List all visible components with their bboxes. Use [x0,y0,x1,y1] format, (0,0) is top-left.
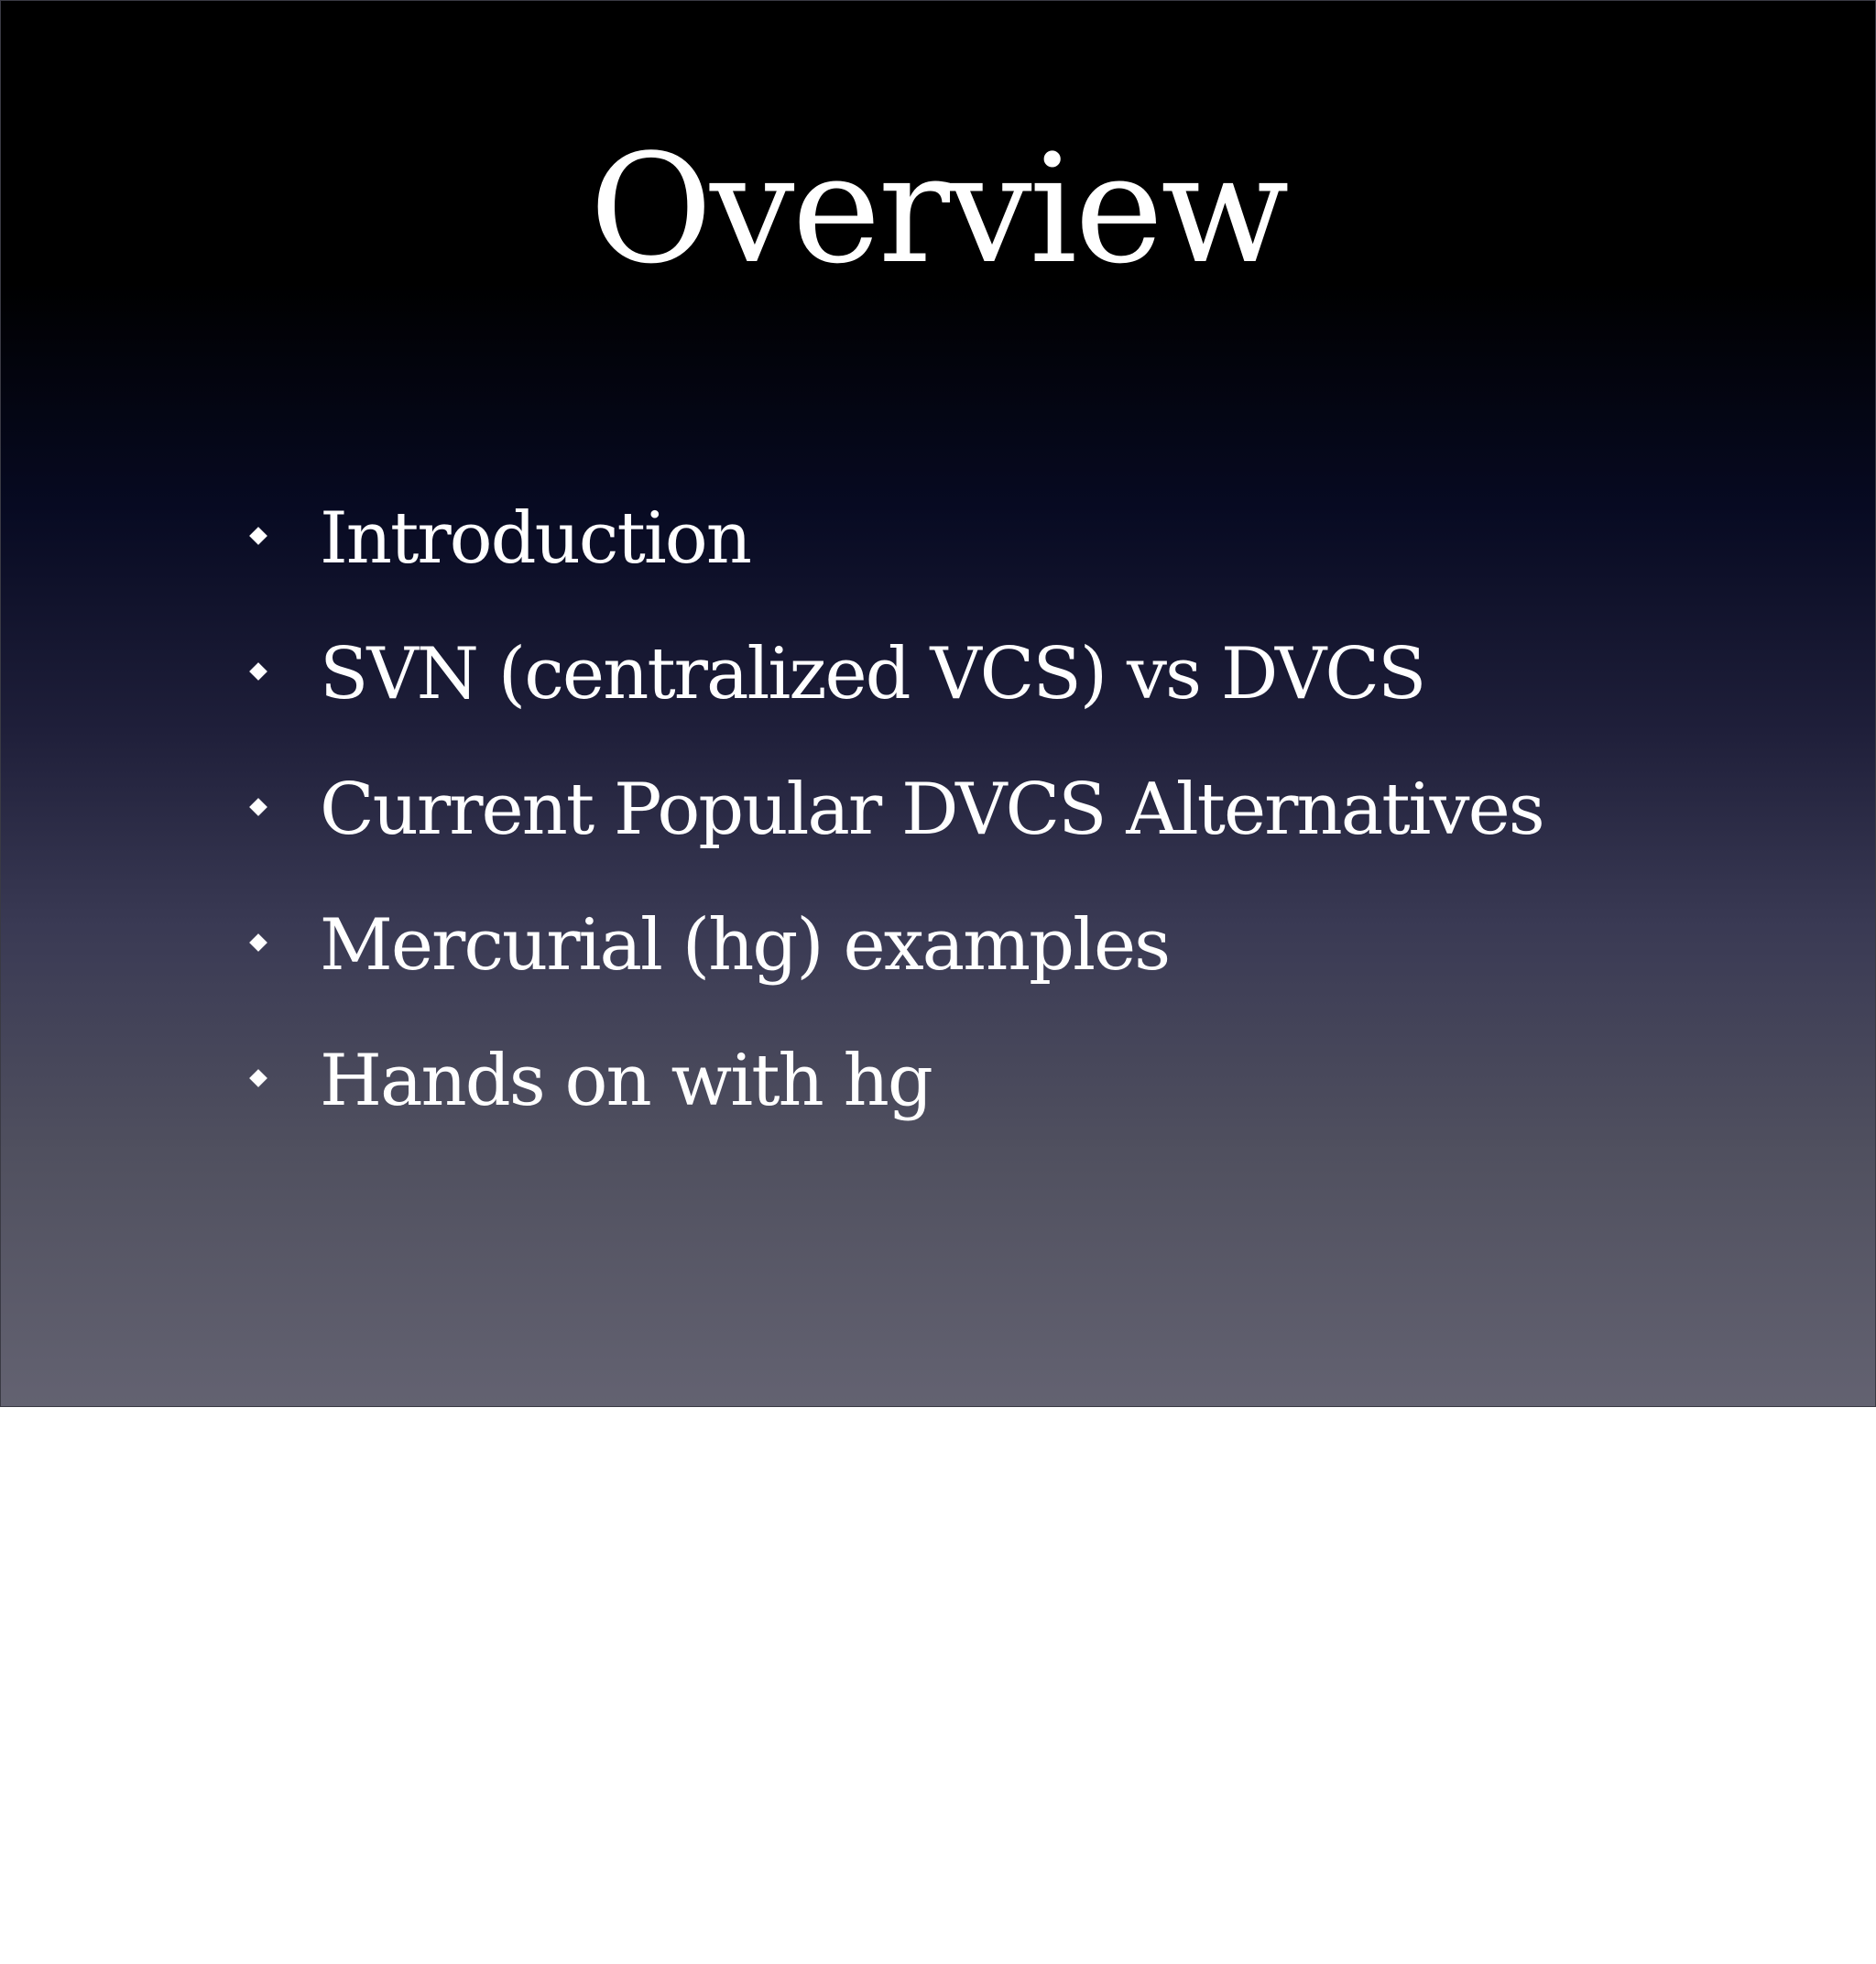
slide-title: Overview [589,122,1287,297]
diamond-bullet-icon [249,1069,267,1087]
diamond-bullet-icon [249,527,267,545]
bullet-text: Mercurial (hg) examples [320,904,1170,987]
diamond-bullet-icon [249,933,267,952]
bullet-text: SVN (centralized VCS) vs DVCS [320,633,1425,715]
diamond-bullet-icon [249,662,267,681]
bullet-text: Current Popular DVCS Alternatives [320,769,1543,851]
diamond-bullet-icon [249,798,267,816]
bullet-text: Introduction [320,497,750,580]
bullet-text: Hands on with hg [320,1040,932,1122]
